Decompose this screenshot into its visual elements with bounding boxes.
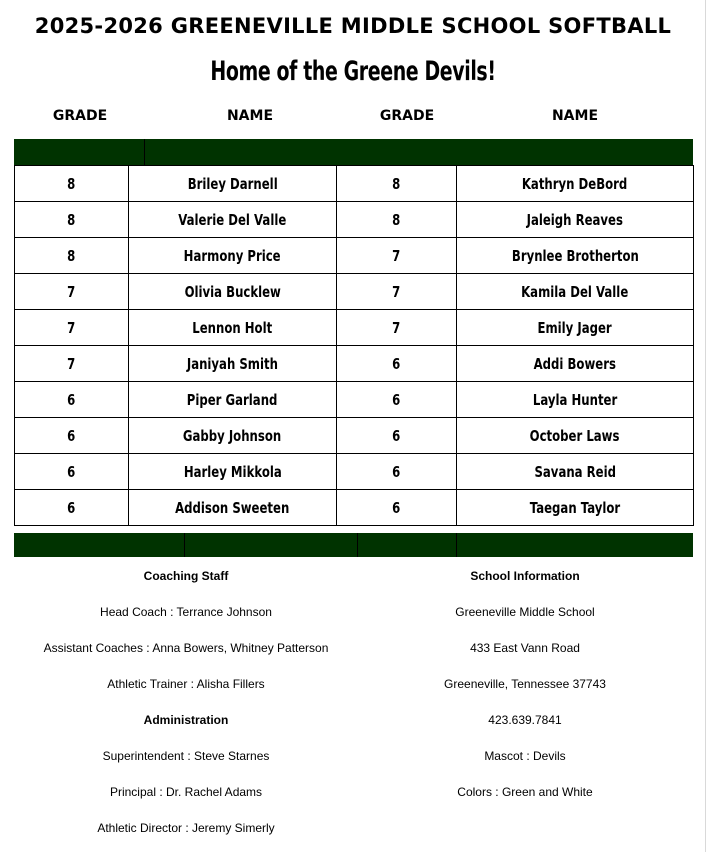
table-row	[15, 166, 694, 202]
table-row	[15, 382, 694, 418]
name-cell: Harley Mikkola	[129, 454, 337, 490]
head-coach-text: Head Coach : Terrance Johnson	[100, 605, 272, 619]
school-name-text: Greeneville Middle School	[455, 605, 595, 619]
phone-number-text: 423.639.7841	[488, 713, 562, 727]
column-header-name-right: NAME	[551, 108, 599, 124]
grade-cell: 6	[15, 382, 129, 418]
header-color-band	[14, 139, 693, 165]
name-cell: Briley Darnell	[129, 166, 337, 202]
name-cell: Savana Reid	[457, 454, 694, 490]
school-info-heading: School Information	[470, 569, 580, 583]
grade-cell: 8	[337, 166, 457, 202]
name-cell: Harmony Price	[129, 238, 337, 274]
grade-cell: 6	[15, 418, 129, 454]
name-cell: October Laws	[457, 418, 694, 454]
school-colors-text: Colors : Green and White	[457, 785, 593, 799]
name-cell: Olivia Bucklew	[129, 274, 337, 310]
name-cell: Layla Hunter	[457, 382, 694, 418]
grade-cell: 7	[15, 346, 129, 382]
grade-cell: 8	[15, 166, 129, 202]
name-cell: Piper Garland	[129, 382, 337, 418]
name-cell: Addison Sweeten	[129, 490, 337, 526]
assistant-coaches-text: Assistant Coaches : Anna Bowers, Whitney Patterson	[43, 641, 329, 655]
grade-cell: 8	[337, 202, 457, 238]
grade-cell: 6	[337, 454, 457, 490]
principal-text: Principal : Dr. Rachel Adams	[109, 785, 263, 799]
grade-cell: 6	[337, 346, 457, 382]
name-cell: Lennon Holt	[129, 310, 337, 346]
street-address-text: 433 East Vann Road	[470, 641, 580, 655]
page-title: 2025-2026 GREENEVILLE MIDDLE SCHOOL SOFTBALL	[34, 14, 672, 38]
table-row	[15, 274, 694, 310]
name-cell: Emily Jager	[457, 310, 694, 346]
page-edge-divider	[705, 0, 706, 852]
name-cell: Valerie Del Valle	[129, 202, 337, 238]
grade-cell: 6	[337, 418, 457, 454]
name-cell: Kathryn DeBord	[457, 166, 694, 202]
grade-cell: 6	[15, 490, 129, 526]
table-row	[15, 418, 694, 454]
table-row	[15, 490, 694, 526]
grade-cell: 8	[15, 202, 129, 238]
name-cell: Kamila Del Valle	[457, 274, 694, 310]
column-header-grade-left: GRADE	[52, 108, 108, 124]
grade-cell: 8	[15, 238, 129, 274]
mascot-text: Mascot : Devils	[484, 749, 566, 763]
athletic-trainer-text: Athletic Trainer : Alisha Fillers	[107, 677, 265, 691]
grade-cell: 7	[337, 274, 457, 310]
table-row	[15, 310, 694, 346]
coaching-staff-heading: Coaching Staff	[143, 569, 229, 583]
name-cell: Jaleigh Reaves	[457, 202, 694, 238]
table-row	[15, 454, 694, 490]
table-row	[15, 346, 694, 382]
page-subtitle: Home of the Greene Devils!	[210, 56, 496, 87]
athletic-director-text: Athletic Director : Jeremy Simerly	[97, 821, 275, 835]
superintendent-text: Superintendent : Steve Starnes	[102, 749, 270, 763]
grade-cell: 7	[15, 274, 129, 310]
name-cell: Gabby Johnson	[129, 418, 337, 454]
grade-cell: 6	[15, 454, 129, 490]
name-cell: Brynlee Brotherton	[457, 238, 694, 274]
column-header-grade-right: GRADE	[379, 108, 435, 124]
name-cell: Janiyah Smith	[129, 346, 337, 382]
administration-heading: Administration	[143, 713, 229, 727]
column-header-name-left: NAME	[226, 108, 274, 124]
footer-color-band	[14, 533, 693, 557]
grade-cell: 6	[337, 490, 457, 526]
grade-cell: 6	[337, 382, 457, 418]
grade-cell: 7	[15, 310, 129, 346]
table-row	[15, 238, 694, 274]
roster-table	[14, 165, 694, 526]
table-row	[15, 202, 694, 238]
grade-cell: 7	[337, 310, 457, 346]
city-state-zip-text: Greeneville, Tennessee 37743	[444, 677, 606, 691]
name-cell: Taegan Taylor	[457, 490, 694, 526]
name-cell: Addi Bowers	[457, 346, 694, 382]
grade-cell: 7	[337, 238, 457, 274]
